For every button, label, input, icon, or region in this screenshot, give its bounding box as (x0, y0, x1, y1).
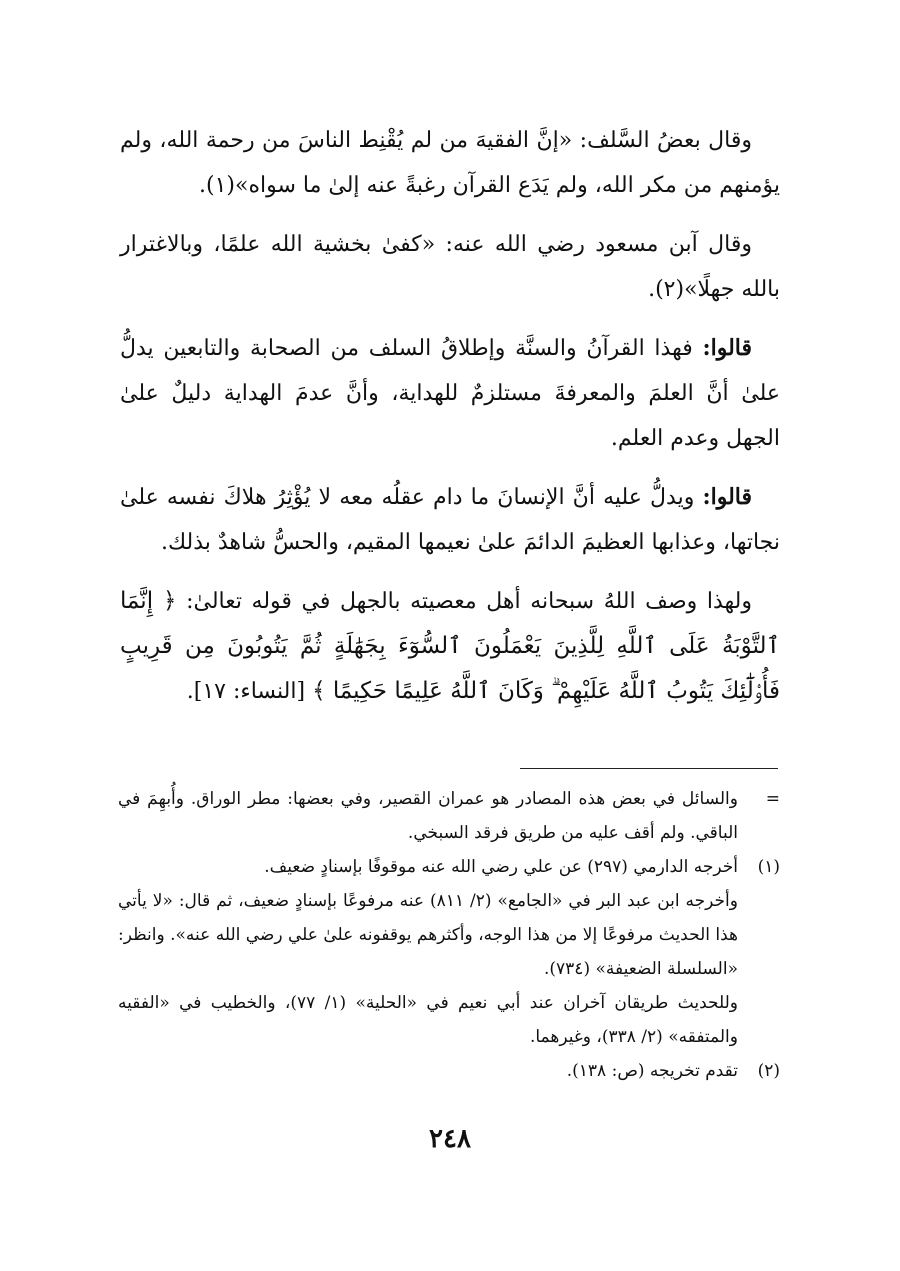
paragraph-lead: قالوا: (702, 484, 752, 510)
footnote-text: تقدم تخريجه (ص: ١٣٨). (566, 1061, 738, 1081)
quran-verse: ﴿ إِنَّمَا ٱلتَّوْبَةُ عَلَى ٱللَّهِ لِلَّذِينَ يَعْمَلُونَ ٱلسُّوٓءَ بِجَهَٰلَةٍ ثُمَّ يَتُوبُونَ مِن قَرِيبٍ فَأُو۟لَٰٓئِكَ يَتُوبُ ٱللَّهُ عَلَيْهِمْ ۗ وَكَانَ ٱللَّهُ عَلِيمًا حَكِيمًا ﴾ (120, 588, 780, 704)
footnote-1 (118, 850, 780, 884)
footnote-1-continued: وللحديث طريقان آخران عند أبي نعيم في «الحلية» (١/ ٧٧)، والخطيب في «الفقيه والمتفقه» (٢/ ٣٣٨)، وغيرهما. (118, 993, 738, 1047)
paragraph-text: فهذا القرآنُ والسنَّة وإطلاقُ السلف من الصحابة والتابعين يدلُّ علىٰ أنَّ العلمَ والمعرفةَ مستلزمٌ للهداية، وأنَّ عدمَ الهداية دليلٌ علىٰ الجهل وعدم العلم. (120, 336, 780, 451)
main-text (120, 118, 780, 728)
paragraph-text: ويدلُّ عليه أنَّ الإنسانَ ما دام عقلُه معه لا يُؤْثِرُ هلاكَ نفسه علىٰ نجاتها، وعذابها العظيمَ الدائمَ علىٰ نعيمها المقيم، والحسُّ شاهدٌ بذلك. (120, 485, 780, 555)
verse-reference: [النساء: ١٧]. (186, 679, 313, 704)
paragraph-lead: قالوا: (702, 335, 752, 361)
paragraph-text: ولهذا وصف اللهُ سبحانه أهل معصيته بالجهل في قوله تعالىٰ: (176, 589, 752, 614)
footnote-1-continued: وأخرجه ابن عبد البر في «الجامع» (٢/ ٨١١) عنه مرفوعًا بإسنادٍ ضعيف، ثم قال: «لا يأتي هذا الحديث مرفوعًا إلا من هذا الوجه، وأكثرهم يوقفونه علىٰ علي رضي الله عنه». وانظر: «السلسلة الضعيفة» (٧٣٤). (117, 891, 738, 979)
footnotes (118, 782, 780, 1088)
footnote-text: والسائل في بعض هذه المصادر هو عمران القصير، وفي بعضها: مطر الوراق. وأُبهِمَ في الباقي. ولم أقف عليه من طريق فرقد السبخي. (118, 789, 738, 843)
footnote-mark: = (765, 789, 780, 809)
paragraph-text: وقال بعضُ السَّلف: «إنَّ الفقيهَ من لم يُقْنِط الناسَ من رحمة الله، ولم يؤمنهم من مكر الله، ولم يَدَع القرآن رغبةً عنه إلىٰ ما سواه»(١). (120, 128, 780, 198)
paragraph-4 (120, 475, 780, 565)
page-number: ٢٤٨ (429, 1124, 471, 1154)
footnote-divider (520, 768, 778, 769)
footnote-continuation (118, 782, 780, 850)
footnote-mark: (٢) (757, 1061, 780, 1081)
footnote-mark: (١) (757, 857, 780, 877)
footnote-text: أخرجه الدارمي (٢٩٧) عن علي رضي الله عنه موقوفًا بإسنادٍ ضعيف. (264, 857, 738, 877)
paragraph-5 (120, 579, 780, 714)
paragraph-2 (120, 222, 780, 312)
paragraph-text: وقال آبن مسعود رضي الله عنه: «كفىٰ بخشية الله علمًا، وبالاغترار بالله جهلًا»(٢). (120, 232, 780, 302)
paragraph-1 (120, 118, 780, 208)
paragraph-3 (120, 326, 780, 461)
footnote-2 (118, 1054, 780, 1088)
